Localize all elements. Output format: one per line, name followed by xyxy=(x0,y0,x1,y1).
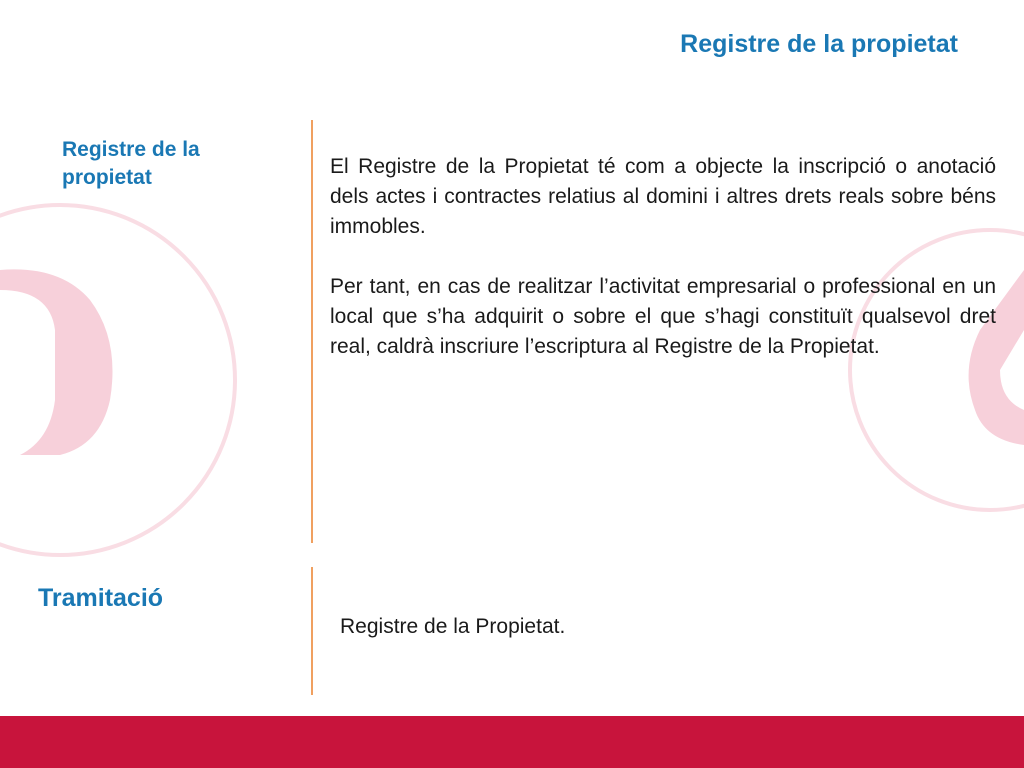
section-body-registre xyxy=(330,152,996,362)
tramitacio-text: Registre de la Propietat. xyxy=(340,615,566,638)
paragraph-requirement: Per tant, en cas de realitzar l’activitat empresarial o professional en un local que s’ha adquirit o sobre el que s’hagi constituït qualsevol dret real, caldrà inscriure l’escriptura al Registre de la Propietat. xyxy=(330,275,996,358)
section-label-registre: Registre de la propietat xyxy=(62,138,200,189)
page-title: Registre de la propietat xyxy=(680,30,958,58)
footer-bar xyxy=(0,716,1024,768)
divider-line-bottom xyxy=(311,567,313,695)
section-label-tramitacio: Tramitació xyxy=(38,584,164,612)
divider-line-top xyxy=(311,120,313,543)
paragraph-definition: El Registre de la Propietat té com a objecte la inscripció o anotació dels actes i contractes relatius al domini i altres drets reals sobre béns immobles. xyxy=(330,155,996,238)
